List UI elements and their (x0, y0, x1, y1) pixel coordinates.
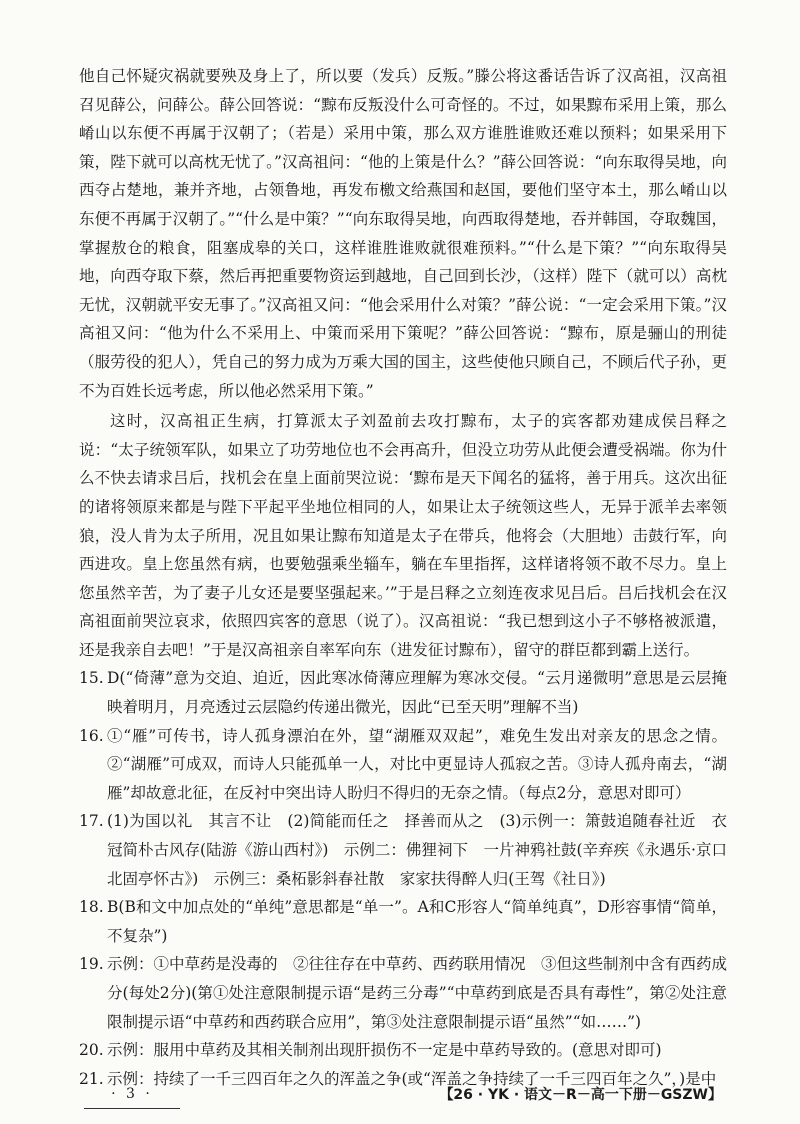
answer-text: ①“雁”可传书，诗人孤身漂泊在外，望“湖雁双双起”，难免生发出对亲友的思念之情。②“湖雁”可成双，而诗人只能孤单一人，对比中更显诗人孤寂之苦。③诗人孤舟南去，“湖雁”却故意北征，在反衬中突出诗人盼归不得归的无奈之情。（每点2分，意思对即可） (107, 726, 727, 802)
answer-17 (79, 807, 727, 893)
document-code: 【26 · YK · 语文－R－高一下册－GSZW】 (439, 1087, 722, 1103)
answer-text: 示例：服用中草药及其相关制剂出现肝损伤不一定是中草药导致的。(意思对即可) (107, 1041, 662, 1060)
answer-18 (79, 893, 727, 950)
answer-16 (79, 722, 727, 808)
answer-number: 19. (79, 955, 104, 974)
answer-number: 15. (79, 669, 104, 688)
answer-20 (79, 1036, 727, 1065)
page-number-underline (84, 1108, 180, 1109)
answer-number: 17. (79, 812, 104, 831)
answer-text: 示例：①中草药是没毒的 ②往往存在中草药、西药联用情况 ③但这些制剂中含有西药成分(每处2分)(第①处注意限制提示语“是药三分毒”“中草药到底是否具有毒性”，第②处注意限制提示语“中草药和西药联合应用”，第③处注意限制提示语“虽然”“如……”) (107, 955, 728, 1031)
answer-number: 21. (79, 1069, 104, 1088)
answer-number: 16. (79, 726, 104, 745)
page-number: · 3 · (111, 1086, 153, 1102)
answer-19 (79, 950, 727, 1036)
passage-paragraph-2: 这时，汉高祖正生病，打算派太子刘盈前去攻打黥布，太子的宾客都劝建成侯吕释之说：“太子统领军队，如果立了功劳地位也不会再高升，但没立功劳从此便会遭受祸端。你为什么不快去请求吕后，找机会在皇上面前哭泣说：‘黥布是天下闻名的猛将，善于用兵。这次出征的诸将领原来都是与陛下平起平坐地位相同的人，如果让太子统领这些人，无异于派羊去率领狼，没人肯为太子所用，况且如果让黥布知道是太子在带兵，他将会（大胆地）击鼓行军，向西进攻。皇上您虽然有病，也要勉强乘坐辎车，躺在车里指挥，这样诸将领不敢不尽力。皇上您虽然辛苦，为了妻子儿女还是要坚强起来。’”于是吕释之立刻连夜求见吕后。吕后找机会在汉高祖面前哭泣哀求，依照四宾客的意思（说了）。汉高祖说：“我已想到这小子不够格被派遣，还是我亲自去吧！”于是汉高祖亲自率军向东（进发征讨黥布），留守的群臣都到霸上送行。 (79, 412, 727, 659)
answer-text: B(B和文中加点处的“单纯”意思都是“单一”。A和C形容人“简单纯真”，D形容事情“简单，不复杂”) (107, 898, 727, 945)
answer-number: 18. (79, 898, 104, 917)
answer-text: (1)为国以礼 其言不让 (2)简能而任之 择善而从之 (3)示例一：箫鼓追随春社近 衣冠简朴古风存(陆游《游山西村》) 示例二：佛狸祠下 一片神鸦社鼓(辛弃疾《永遇乐·京口北固亭怀古》) 示例三：桑柘影斜春社散 家家扶得醉人归(王驾《社日》) (107, 812, 727, 888)
answer-text: 示例：持续了一千三四百年之久的浑盖之争(或“浑盖之争持续了一千三四百年之久”，)是中 (107, 1069, 717, 1088)
answer-number: 20. (79, 1041, 104, 1060)
answer-15 (79, 664, 727, 721)
page-content (79, 62, 727, 1093)
answer-text: D(“倚薄”意为交迫、迫近，因此寒冰倚薄应理解为寒冰交侵。“云月递微明”意思是云层掩映着明月，月亮透过云层隐约传递出微光，因此“已至天明”理解不当) (107, 669, 727, 717)
passage-paragraph-1: 他自己怀疑灾祸就要殃及身上了，所以要（发兵）反叛。”滕公将这番话告诉了汉高祖，汉高祖召见薛公，问薛公。薛公回答说：“黥布反叛没什么可奇怪的。不过，如果黥布采用上策，那么崤山以东便不再属于汉朝了；（若是）采用中策，那么双方谁胜谁败还难以预料；如果采用下策，陛下就可以高枕无忧了。”汉高祖问：“他的上策是什么？”薛公回答说：“向东取得吴地，向西夺占楚地，兼并齐地，占领鲁地，再发布檄文给燕国和赵国，要他们坚守本土，那么崤山以东便不再属于汉朝了。”“什么是中策？”“向东取得吴地，向西取得楚地，吞并韩国，夺取魏国，掌握敖仓的粮食，阻塞成皋的关口，这样谁胜谁败就很难预料。”“什么是下策？”“向东取得吴地，向西夺取下蔡，然后再把重要物资运到越地，自己回到长沙，（这样）陛下（就可以）高枕无忧，汉朝就平安无事了。”汉高祖又问：“他会采用什么对策？”薛公说：“一定会采用下策。”汉高祖又问：“他为什么不采用上、中策而采用下策呢？”薛公回答说：“黥布，原是骊山的刑徒（服劳役的犯人），凭自己的努力成为万乘大国的国主，这些使他只顾自己，不顾后代子孙，更不为百姓长远考虑，所以他必然采用下策。” (79, 67, 727, 400)
